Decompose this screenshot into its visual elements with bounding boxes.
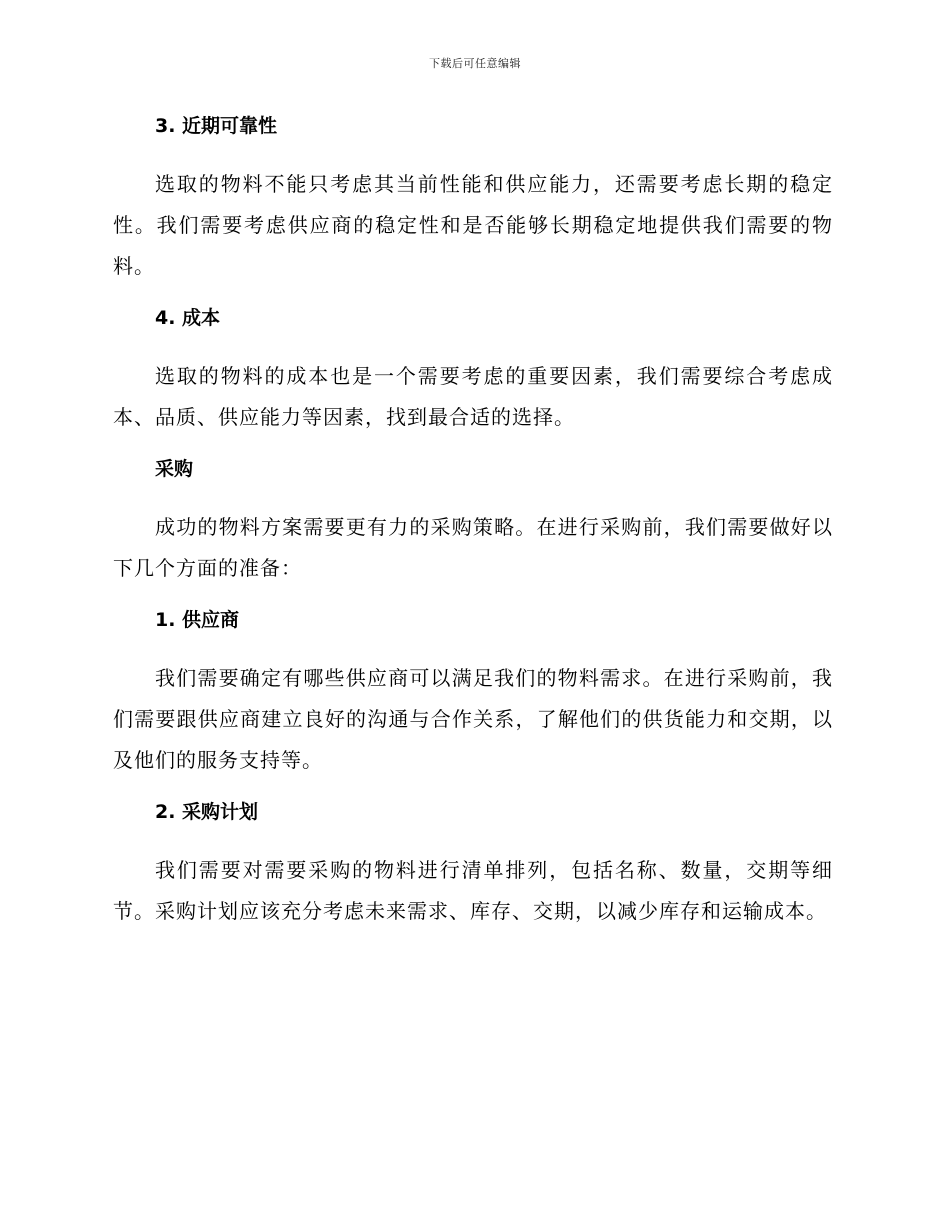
section-paragraph-procurement: 成功的物料方案需要更有力的采购策略。在进行采购前，我们需要做好以下几个方面的准备： — [113, 515, 833, 580]
section-heading-procurement: 采购 — [155, 458, 194, 480]
section-paragraph-supplier: 我们需要确定有哪些供应商可以满足我们的物料需求。在进行采购前，我们需要跟供应商建立良好的沟通与合作关系，了解他们的供货能力和交期，以及他们的服务支持等。 — [113, 666, 833, 772]
section-heading-supplier: 1. 供应商 — [155, 609, 240, 631]
document-body — [113, 108, 833, 945]
section-paragraph-cost: 选取的物料的成本也是一个需要考虑的重要因素，我们需要综合考虑成本、品质、供应能力等因素，找到最合适的选择。 — [113, 364, 833, 429]
section-heading-purchase-plan: 2. 采购计划 — [155, 801, 259, 823]
section-heading-reliability: 3. 近期可靠性 — [155, 115, 278, 137]
section-paragraph-purchase-plan: 我们需要对需要采购的物料进行清单排列，包括名称、数量，交期等细节。采购计划应该充分考虑未来需求、库存、交期，以减少库存和运输成本。 — [113, 858, 833, 923]
section-heading-cost: 4. 成本 — [155, 307, 221, 329]
section-paragraph-reliability: 选取的物料不能只考虑其当前性能和供应能力，还需要考虑长期的稳定性。我们需要考虑供应商的稳定性和是否能够长期稳定地提供我们需要的物料。 — [113, 172, 833, 278]
page-header: 下载后可任意编辑 — [429, 57, 521, 70]
